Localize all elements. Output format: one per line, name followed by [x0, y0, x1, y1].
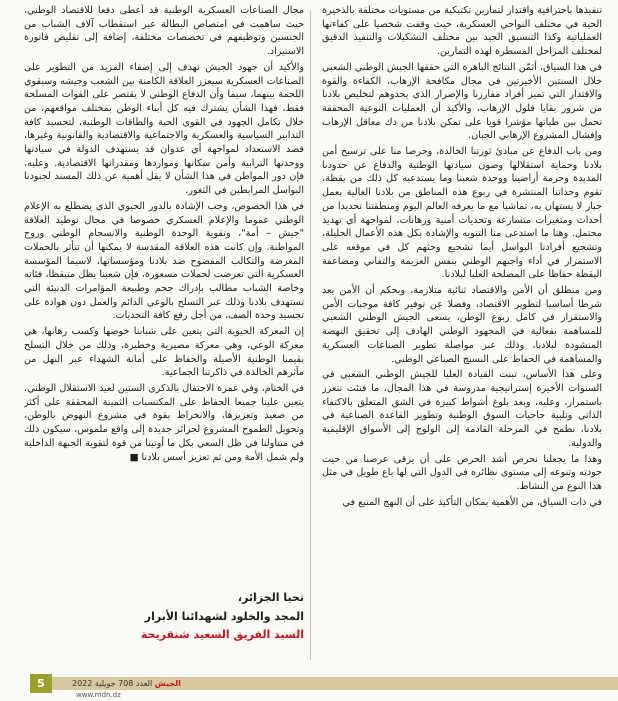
footer-issue-info: [72, 677, 181, 690]
right-paragraph-1: تنفيذها باحترافية واقتدار لتمارين تكتيكية من مستويات مختلفة بالذخيرة الحية في مختلف النواحي العسكرية، حيث وقفت شخصيا على كفاءتها العملياتية وكذا التنسيق الجيد بين مختلف التشكيلات والتنفيذ الدقيق لمختلف المراحل المسطرة لهذه التمارين.: [322, 5, 602, 58]
signature-block: [24, 588, 304, 644]
left-paragraph-4: إن المعركة الحيوية التي يتعين على شبابنا خوضها وكسب رهانها، هي معركة الوعي، وهي معركة مصيرية وخطيرة، وذلك من خلال التسلح بقيمنا الوطنية الأصيلة والحفاظ على أمانة الشهداء عبر النهل من مآثرهم الخالدة في ذاكرتنا الجماعية.: [24, 326, 304, 379]
issue-info: العدد 708 جويلية 2022: [72, 679, 153, 688]
left-column: [24, 4, 304, 524]
page-footer: [0, 671, 618, 701]
left-paragraph-3: في هذا الخصوص، وجب الإشادة بالدور الحيوي الذي يضطلع به الإعلام الوطني عموما والإعلام العسكري خصوصا في مجال توطيد العلاقة "جيش – أمة"، وتقوية الوحدة الوطنية والانسجام الوطني وروح المواطنة. وإن كانت هذه العلاقة المقدسة لا يمكنها أن تتأثر بالحملات المغرضة والتكالب المفضوح ضد بلادنا ومؤسساتها، لاسيما المؤسسة العسكرية التي تعرضت لحملات مسعورة، فإن شعبنا يظل متيقظا، فئاته وخاصة الشباب مطالب بإدراك حجم وطبيعة المؤامرات الدنيئة التي تستهدف بلادنا وذلك عبر التسلح بالوعي الدائم والعمل دون هوادة على تجسيد وحدة الصف، من أجل رفع كافة التحديات.: [24, 200, 304, 322]
signature-name: السيد الفريق السعيد شنقريحة: [140, 628, 304, 641]
left-paragraph-2: والأكيد أن جهود الجيش تهدف إلى إضفاء المزيد من التطوير على الصناعات العسكرية سيعزز العلاقة الكامنة بين الشعب وجيشه وسيقوي اللحمة بينهما، سيما وأن الدفاع الوطني لا يقتصر على القوات المسلحة فقط، فهذا الشأن يشترك فيه كل أبناء الوطن بمختلف مواقعهم، من خلال تكامل الجهود في القوى الحية والطاقات الوطنية، لتجسيد كافة التدابير السياسية والعسكرية والاجتماعية والاقتصادية والقانونية وغيرها، قصد الاستعداد لمواجهة أي عدوان قد يستهدف الدولة في سيادتها ووحدتها الترابية وأمن سكانها ومواردها ومقدراتها الاقتصادية. وعليه، فإن دور المواطن في هذا الشأن لا يقل أهمية عن ذلك المسند لجنودنا البواسل المرابطين في الثغور.: [24, 61, 304, 197]
right-paragraph-3: ومن باب الدفاع عن مبادئ ثورتنا الخالدة، وحرصا منا على ترسيخ أمن بلادنا وحماية استقلالها وصون سيادتها الوطنية والدفاع عن حدودنا المديدة وحرمة أراضينا ووحدة شعبنا وما يستدعيه كل ذلك من يقظة، تقوم وحداتنا المنتشرة في ربوع هذه المناطق من بلادنا الغالية بعمل جبار لا يستهان به، تماشيا مع ما يعرفه العالم اليوم ومنطقتنا تحديدا من أحداث ومتغيرات متسارعة وتحديات أمنية ورهانات، لمواجهة أي تهديد محتمل. وهنا ما استدعى منا التنويه والإشادة بكل هذه الأعمال الجليلة، وتشجيع أفرادنا البواسل أيما تشجيع وحثهم كل في موقعه على الاستمرار في أداء واجبهم الوطني بنفس العزيمة والتفاني ومضاعفة اليقظة حفاظا على المصلحة العليا لبلادنا.: [322, 146, 602, 281]
left-paragraph-5: في الختام، وفي غمرة الاحتفال بالذكرى الستين لعيد الاستقلال الوطني، يتعين علينا جميعا الحفاظ على المكتسبات الثمينة المحققة على أكثر من صعيد وتعزيزها، والانخراط بقوة في مشروع النهوض بالوطن، وتحويل الطموح المشروع لجزائر جديدة إلى واقع ملموس، سيكون ذلك في متناولنا في ظل السعي بكل ما أوتينا من قوة لتقوية الجبهة الداخلية ولم شمل الأمة ومن ثم تعزيز أسس بلادنا ■: [24, 382, 304, 463]
signature-line-1: تحيا الجزائر،: [237, 591, 304, 604]
website-link[interactable]: www.mdn.dz: [76, 691, 121, 699]
page-number: 5: [30, 674, 52, 693]
right-paragraph-7: في ذات السياق، من الأهمية بمكان التأكيد على أن النهج المتبع في: [342, 496, 602, 508]
right-paragraph-4: ومن منطلق أن الأمن والاقتصاد ثنائية متلازمة، وبحكم أن الأمن يعد شرطا أساسيا لتطوير الاقتصاد، وفضلا عن توفير كافة موجبات الأمن والاستقرار في كامل ربوع الوطن، يسعى الجيش الوطني الشعبي للمساهمة بفعالية في المجهود الوطني الهادف إلى تحقيق النهضة المنشودة لبلادنا، وذلك عبر مواصلة تطوير الصناعات العسكرية والمساهمة في الحفاظ على النسيج الصناعي الوطني.: [322, 285, 602, 365]
magazine-name: الجيش: [154, 679, 181, 688]
signature-line-2: المجد والخلود لشهدائنا الأبرار: [144, 610, 304, 623]
right-paragraph-5: وعلى هذا الأساس، تبنت القيادة العليا للجيش الوطني الشعبي في السنوات الأخيرة إستراتيجية مدروسة في هذا المجال، ما فتئت تتعزز باستمرار، وعليه، وبعد بلوغ أشواط كبيرة في الشق المتعلق بالاكتفاء الذاتي وتلبية حاجيات السوق الوطنية وتطوير القاعدة الصناعية في بلادنا، نطمح في المرحلة القادمة إلى الولوج إلى الأسواق الإقليمية والدولية.: [322, 369, 602, 449]
left-paragraph-1: مجال الصناعات العسكرية الوطنية قد أعطى دفعا للاقتصاد الوطني، حيث ساهمت في امتصاص البطالة عبر استقطاب آلاف الشباب من الجنسين وتوظيفهم في تخصصات مختلفة، إضافة إلى تقليص فاتورة الاستيراد.: [24, 5, 304, 58]
right-paragraph-2: في هذا السياق، أثمّن النتائج الباهرة التي حققها الجيش الوطني الشعبي خلال السنتين الأخيرتين في مجال مكافحة الإرهاب، الكفاءة والقوة والاقتدار التي تميز أفراد مفارزنا والإصرار الذي يحدوهم لتخليص بلادنا من شرور بقايا فلول الإرهاب، والأكيد أن العمليات النوعية المحققة تحمل بين طياتها مؤشرا قويا على تمكن بلادنا من دك معاقل الإرهاب وإفشال المشروع الإرهابي الجبان.: [322, 61, 602, 142]
column-divider: [310, 10, 311, 660]
right-column: [322, 4, 602, 672]
right-paragraph-6: وهذا ما يجعلنا نحرص أشد الحرص على أن يرقى عرضنا من حيث جودته وتنوعه إلى مستوى نظائره في الدول التي لها باع طويل في مثل هذا النوع من النشاط.: [322, 453, 602, 492]
